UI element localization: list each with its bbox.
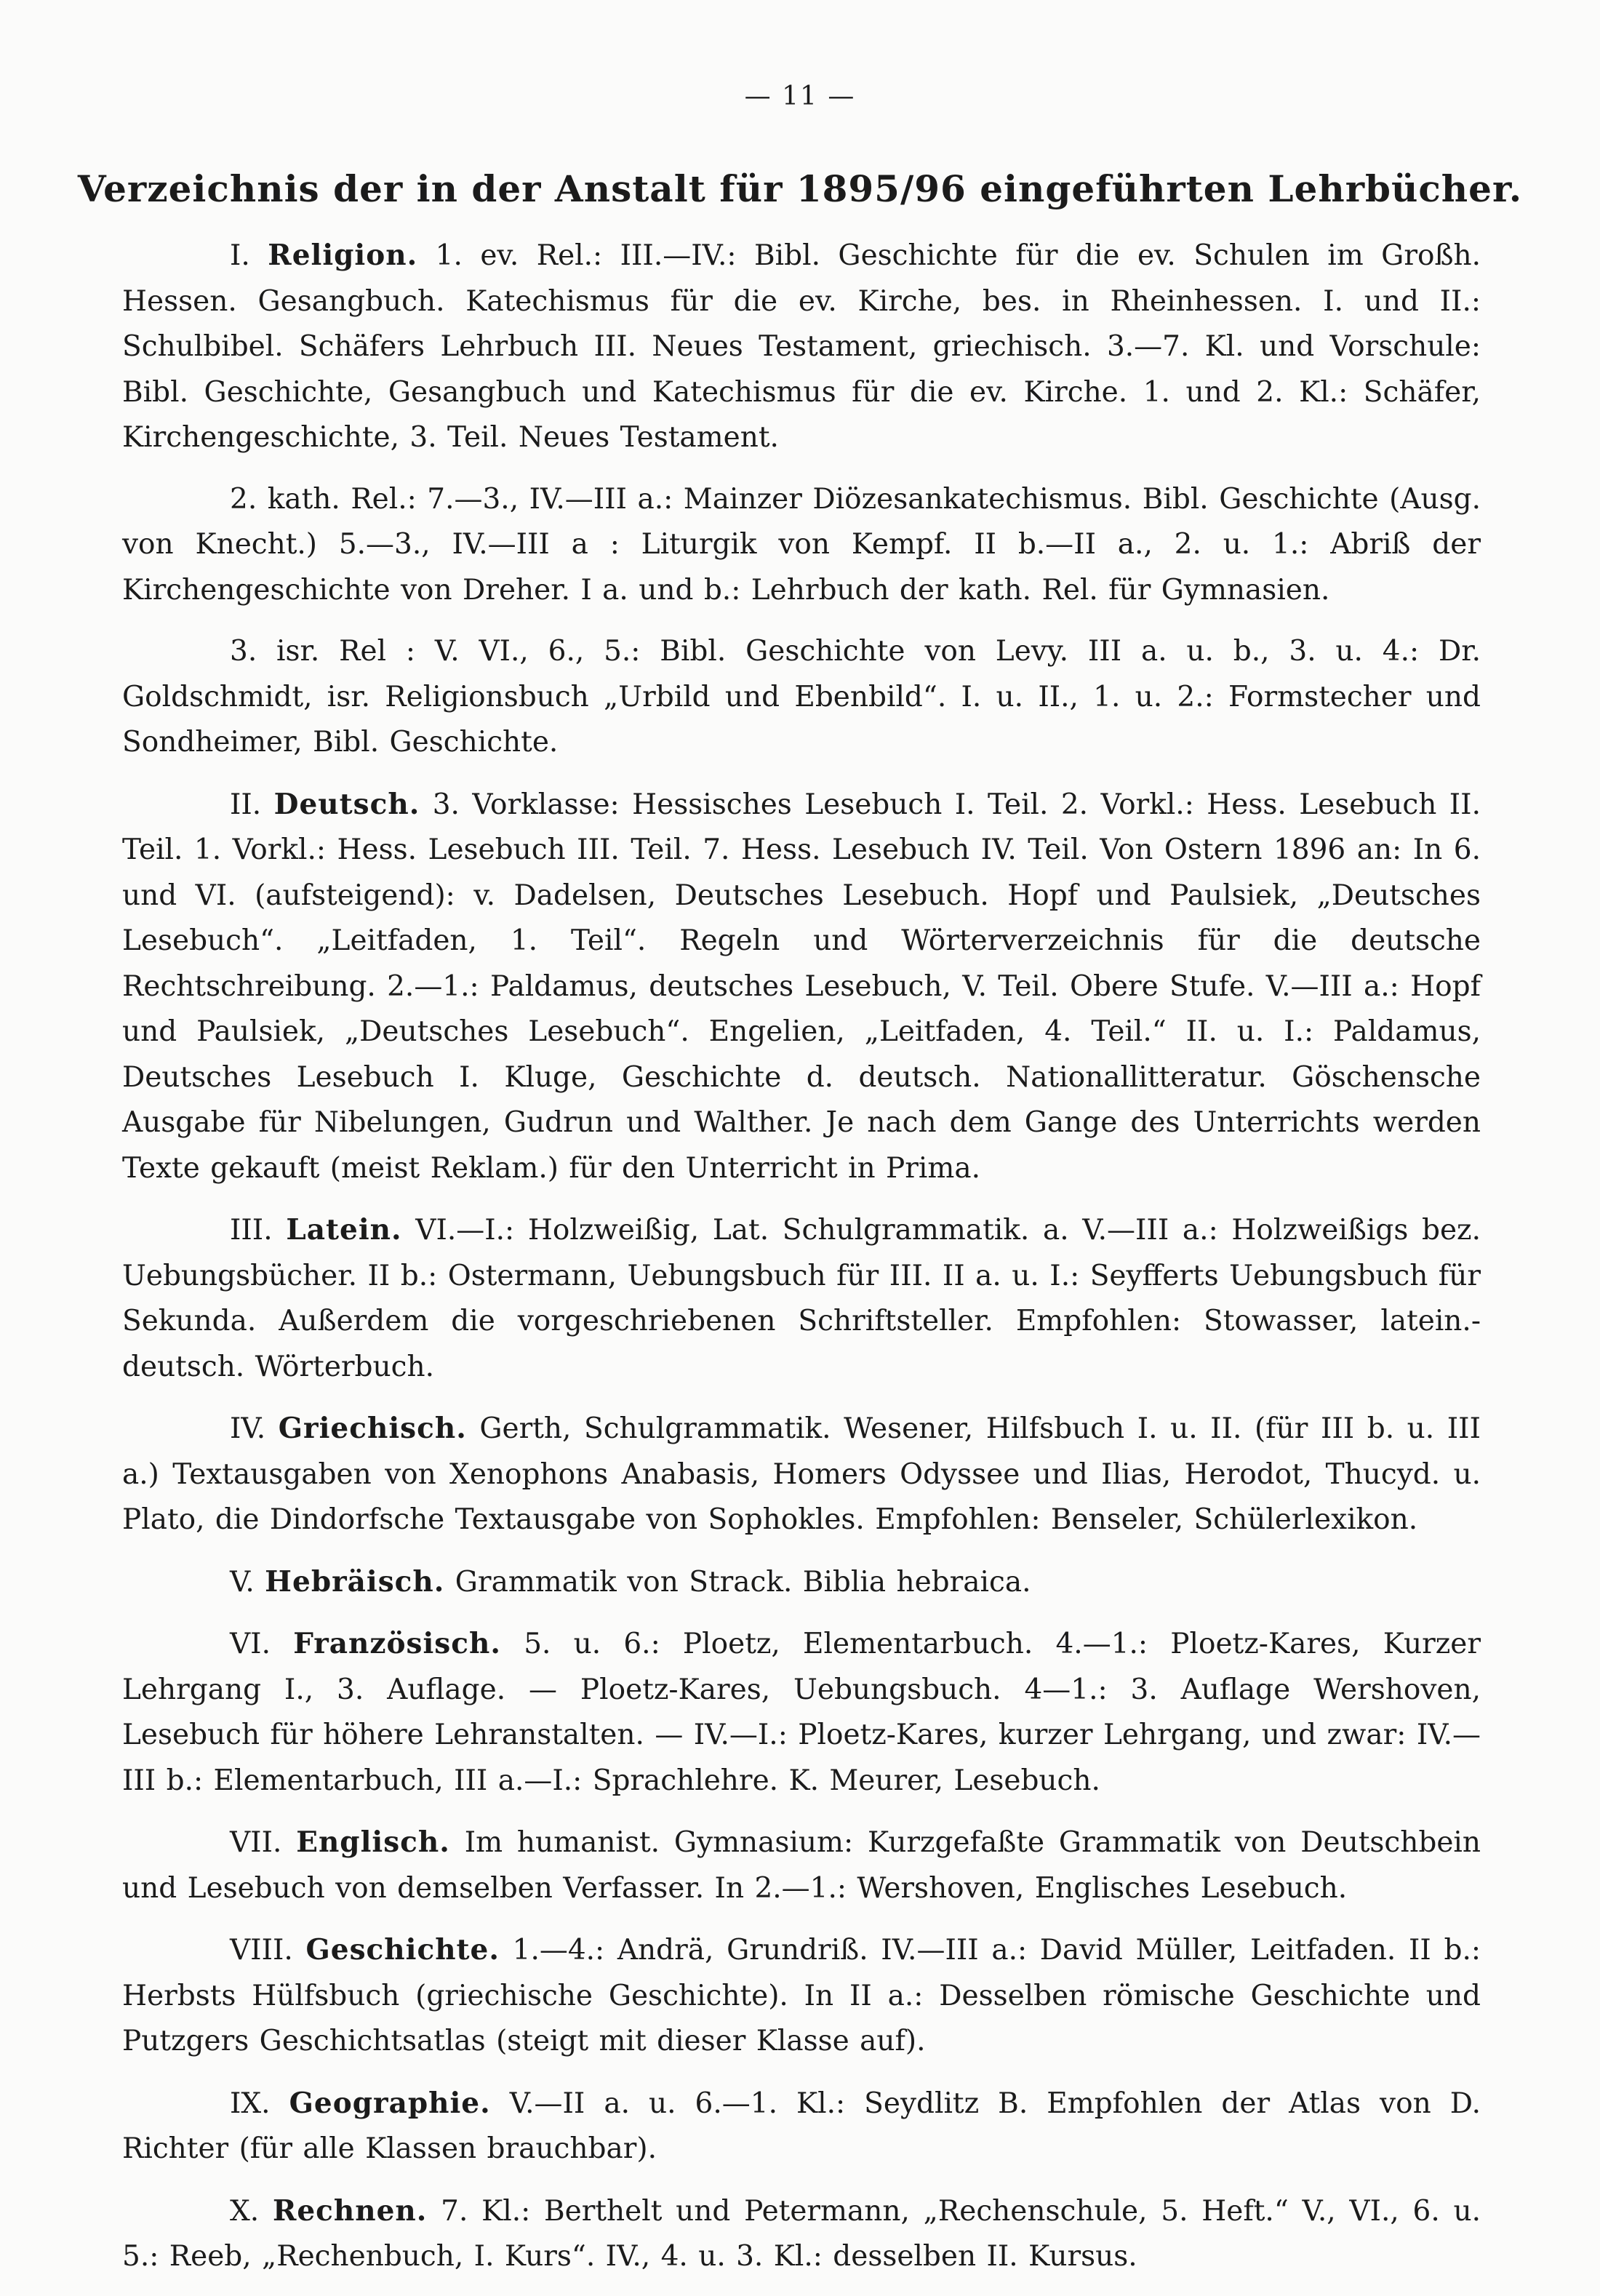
section-heading: Deutsch.: [273, 787, 420, 821]
section-text: 7. Kl.: Berthelt und Petermann, „Rechenschule, 5. Heft.“ V., VI., 6. u. 5.: Reeb, „Rechenbuch, I. Kurs“. IV., 4. u. 3. Kl.: desselben II. Kursus.: [122, 2194, 1481, 2273]
section-number: X.: [230, 2194, 260, 2228]
section-number: IV.: [230, 1412, 266, 1445]
section-geographie: [122, 2081, 1481, 2172]
section-latein: [122, 1207, 1481, 1390]
section-griechisch: [122, 1406, 1481, 1543]
section-heading: Geschichte.: [305, 1933, 500, 1967]
section-text: 1.—4.: Andrä, Grundriß. IV.—III a.: David Müller, Leitfaden. II b.: Herbsts Hülfsbuch (griechische Geschichte). In II a.: Desselben römische Geschichte und Putzgers Geschichtsatlas (steigt mit dieser Klasse auf).: [122, 1934, 1481, 2057]
section-religion: [122, 233, 1481, 461]
section-deutsch: [122, 782, 1481, 1192]
section-number: I.: [230, 239, 250, 272]
section-number: IX.: [230, 2087, 271, 2120]
section-heading: Französisch.: [293, 1627, 501, 1660]
section-text: 1. ev. Rel.: III.—IV.: Bibl. Geschichte für die ev. Schulen im Großh. Hessen. Gesangbuch. Katechismus für die ev. Kirche, bes. in Rheinhessen. I. und II.: Schulbibel. Schäfers Lehrbuch III. Neues Testament, griechisch. 3.—7. Kl. und Vorschule: Bibl. Geschichte, Gesangbuch und Katechismus für die ev. Kirche. 1. und 2. Kl.: Schäfer, Kirchengeschichte, 3. Teil. Neues Testament.: [122, 239, 1481, 454]
section-religion-isr: [122, 629, 1481, 766]
section-text: 3. isr. Rel : V. VI., 6., 5.: Bibl. Geschichte von Levy. III a. u. b., 3. u. 4.: Dr. Goldschmidt, isr. Religionsbuch „Urbild und Ebenbild“. I. u. II., 1. u. 2.: Formstecher und Sondheimer, Bibl. Geschichte.: [122, 635, 1481, 759]
section-text: Gerth, Schulgrammatik. Wesener, Hilfsbuch I. u. II. (für III b. u. III a.) Textausgaben von Xenophons Anabasis, Homers Odyssee und Ilias, Herodot, Thucyd. u. Plato, die Dindorfsche Textausgabe von Sophokles. Empfohlen: Benseler, Schülerlexikon.: [122, 1412, 1481, 1536]
section-text: VI.—I.: Holzweißig, Lat. Schulgrammatik. a. V.—III a.: Holzweißigs bez. Uebungsbücher. II b.: Ostermann, Uebungsbuch für III. II a. u. I.: Seyfferts Uebungsbuch für Sekunda. Außerdem die vorgeschriebenen Schriftsteller. Empfohlen: Stowasser, latein.-deutsch. Wörterbuch.: [122, 1214, 1481, 1383]
textbook-list: [122, 233, 1481, 2296]
section-heading: Rechnen.: [272, 2193, 428, 2228]
section-heading: Griechisch.: [278, 1412, 467, 1445]
section-number: II.: [230, 788, 262, 821]
section-religion-kath: [122, 477, 1481, 614]
section-hebraeisch: [122, 1559, 1481, 1606]
section-number: III.: [230, 1214, 273, 1247]
section-number: VII.: [230, 1826, 282, 1859]
section-number: VI.: [230, 1628, 271, 1660]
section-text: 5. u. 6.: Ploetz, Elementarbuch. 4.—1.: Ploetz-Kares, Kurzer Lehrgang I., 3. Auflage. — Ploetz-Kares, Uebungsbuch. 4—1.: 3. Auflage Wershoven, Lesebuch für höhere Lehranstalten. — IV.—I.: Ploetz-Kares, kurzer Lehrgang, und zwar: IV.—III b.: Elementarbuch, III a.—I.: Sprachlehre. K. Meurer, Lesebuch.: [122, 1628, 1481, 1797]
section-text: V.—II a. u. 6.—1. Kl.: Seydlitz B. Empfohlen der Atlas von D. Richter (für alle Klassen brauchbar).: [122, 2087, 1481, 2165]
section-heading: Englisch.: [296, 1825, 450, 1859]
page-title: Verzeichnis der in der Anstalt für 1895/96 eingeführten Lehrbücher.: [77, 167, 1523, 210]
section-englisch: [122, 1820, 1481, 1911]
section-text: 3. Vorklasse: Hessisches Lesebuch I. Teil. 2. Vorkl.: Hess. Lesebuch II. Teil. 1. Vorkl.: Hess. Lesebuch III. Teil. 7. Hess. Lesebuch IV. Teil. Von Ostern 1896 an: In 6. und VI. (aufsteigend): v. Dadelsen, Deutsches Lesebuch. Hopf und Paulsiek, „Deutsches Lesebuch“. „Leitfaden, 1. Teil“. Regeln und Wörterverzeichnis für die deutsche Rechtschreibung. 2.—1.: Paldamus, deutsches Lesebuch, V. Teil. Obere Stufe. V.—III a.: Hopf und Paulsiek, „Deutsches Lesebuch“. Engelien, „Leitfaden, 4. Teil.“ II. u. I.: Paldamus, Deutsches Lesebuch I. Kluge, Geschichte d. deutsch. Nationallitteratur. Göschensche Ausgabe für Nibelungen, Gudrun und Walther. Je nach dem Gange des Unterrichts werden Texte gekauft (meist Reklam.) für den Unterricht in Prima.: [122, 788, 1481, 1185]
section-heading: Hebräisch.: [265, 1564, 445, 1599]
section-franzoesisch: [122, 1621, 1481, 1804]
section-text: Im humanist. Gymnasium: Kurzgefaßte Grammatik von Deutschbein und Lesebuch von demselben Verfasser. In 2.—1.: Wershoven, Englisches Lesebuch.: [122, 1826, 1481, 1905]
section-number: VIII.: [230, 1934, 293, 1967]
section-rechnen: [122, 2188, 1481, 2280]
section-heading: Latein.: [286, 1213, 402, 1247]
section-number: V.: [230, 1565, 255, 1599]
section-text: Grammatik von Strack. Biblia hebraica.: [455, 1565, 1031, 1599]
section-text: 2. kath. Rel.: 7.—3., IV.—III a.: Mainzer Diözesankatechismus. Bibl. Geschichte (Ausg. von Knecht.) 5.—3., IV.—III a : Liturgik von Kempf. II b.—II a., 2. u. 1.: Abriß der Kirchengeschichte von Dreher. I a. und b.: Lehrbuch der kath. Rel. für Gymnasien.: [122, 482, 1481, 607]
section-heading: Geographie.: [289, 2086, 491, 2120]
section-geschichte: [122, 1927, 1481, 2065]
section-heading: Religion.: [268, 239, 418, 272]
page-number: — 11 —: [744, 81, 856, 111]
